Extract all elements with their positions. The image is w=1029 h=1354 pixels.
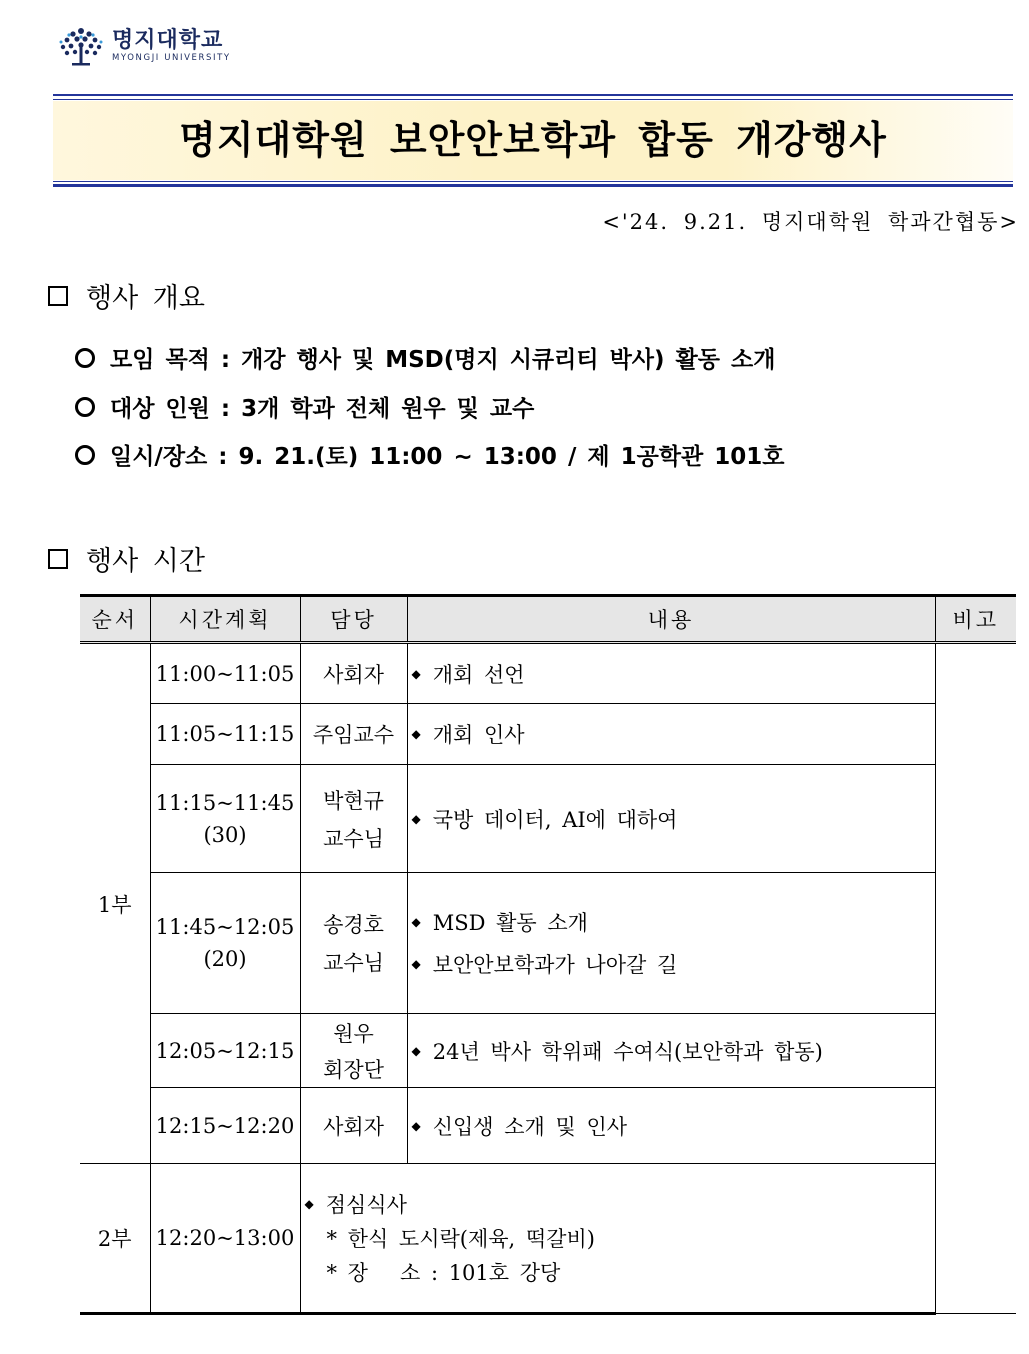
table-row [80,1164,1016,1314]
content-cell: ◆ 개회 선언 [407,643,935,704]
diamond-bullet-icon: ◆ [411,1118,421,1133]
section-schedule-title: 행사 시간 [86,546,205,577]
header-time: 시간계획 [150,596,300,643]
content-cell: ◆ 국방 데이터, AI에 대하여 [407,765,935,873]
time-cell: 11:45~12:05 (20) [150,873,300,1014]
section-overview-title: 행사 개요 [86,283,205,314]
header-note: 비고 [935,596,1016,643]
time-cell: 11:00~11:05 [150,643,300,704]
time-cell: 12:20~13:00 [150,1164,300,1314]
table-row [80,1088,1016,1164]
owner-cell: 주임교수 [300,704,407,765]
university-logo [58,25,231,67]
logo-korean-name: 명지대학교 [112,27,224,53]
part2-label: 2부 [80,1164,150,1314]
table-row [80,643,1016,704]
time-cell: 12:05~12:15 [150,1014,300,1088]
circle-bullet-icon [75,348,95,368]
diamond-bullet-icon: ◆ [411,1043,421,1058]
table-row [80,1014,1016,1088]
owner-cell: 사회자 [300,643,407,704]
diamond-bullet-icon: ◆ [411,957,421,971]
note-cell [935,643,1016,1314]
owner-cell: 사회자 [300,1088,407,1164]
table-header-row [80,596,1016,643]
content-cell: ◆ 신입생 소개 및 인사 [407,1088,935,1164]
checkbox-square-icon [48,549,68,569]
content-cell: ◆ MSD 활동 소개 ◆ 보안안보학과가 나아갈 길 [407,873,935,1014]
table-row [80,765,1016,873]
content-cell: ◆ 24년 박사 학위패 수여식(보안학과 합동) [407,1014,935,1088]
time-cell: 11:05~11:15 [150,704,300,765]
overview-item: 대상 인원 : 3개 학과 전체 원우 및 교수 [75,390,534,423]
diamond-bullet-icon: ◆ [304,1197,314,1211]
table-row [80,873,1016,1014]
content-cell: ◆ 점심식사 * 한식 도시락(제육, 떡갈비) * 장 소 : 101호 강당 [300,1164,935,1314]
diamond-bullet-icon: ◆ [411,915,421,929]
diamond-bullet-icon: ◆ [411,666,421,681]
content-cell: ◆ 개회 인사 [407,704,935,765]
table-row [80,704,1016,765]
header-content: 내용 [407,596,935,643]
time-cell: 11:15~11:45 (30) [150,765,300,873]
diamond-bullet-icon: ◆ [411,727,421,741]
date-organizer-line: <'24. 9.21. 명지대학원 학과간협동> [602,210,1019,234]
section-schedule [48,539,205,578]
checkbox-square-icon [48,286,68,306]
header-order: 순서 [80,596,150,643]
title-banner [53,94,1013,188]
owner-cell: 송경호 교수님 [300,873,407,1014]
schedule-table [80,594,1016,1315]
logo-english-name: MYONGJI UNIVERSITY [112,52,231,63]
circle-bullet-icon [75,445,95,465]
document-title: 명지대학원 보안안보학과 합동 개강행사 [179,118,887,162]
part1-label: 1부 [80,643,150,1164]
header-owner: 담당 [300,596,407,643]
tree-emblem-icon [58,25,104,67]
circle-bullet-icon [75,397,95,417]
owner-cell: 박현규 교수님 [300,765,407,873]
owner-cell: 원우 회장단 [300,1014,407,1088]
overview-item: 일시/장소 : 9. 21.(토) 11:00 ~ 13:00 / 제 1공학관 101호 [75,438,784,471]
overview-item: 모임 목적 : 개강 행사 및 MSD(명지 시큐리티 박사) 활동 소개 [75,341,775,374]
section-overview [48,276,205,315]
time-cell: 12:15~12:20 [150,1088,300,1164]
diamond-bullet-icon: ◆ [411,811,421,826]
